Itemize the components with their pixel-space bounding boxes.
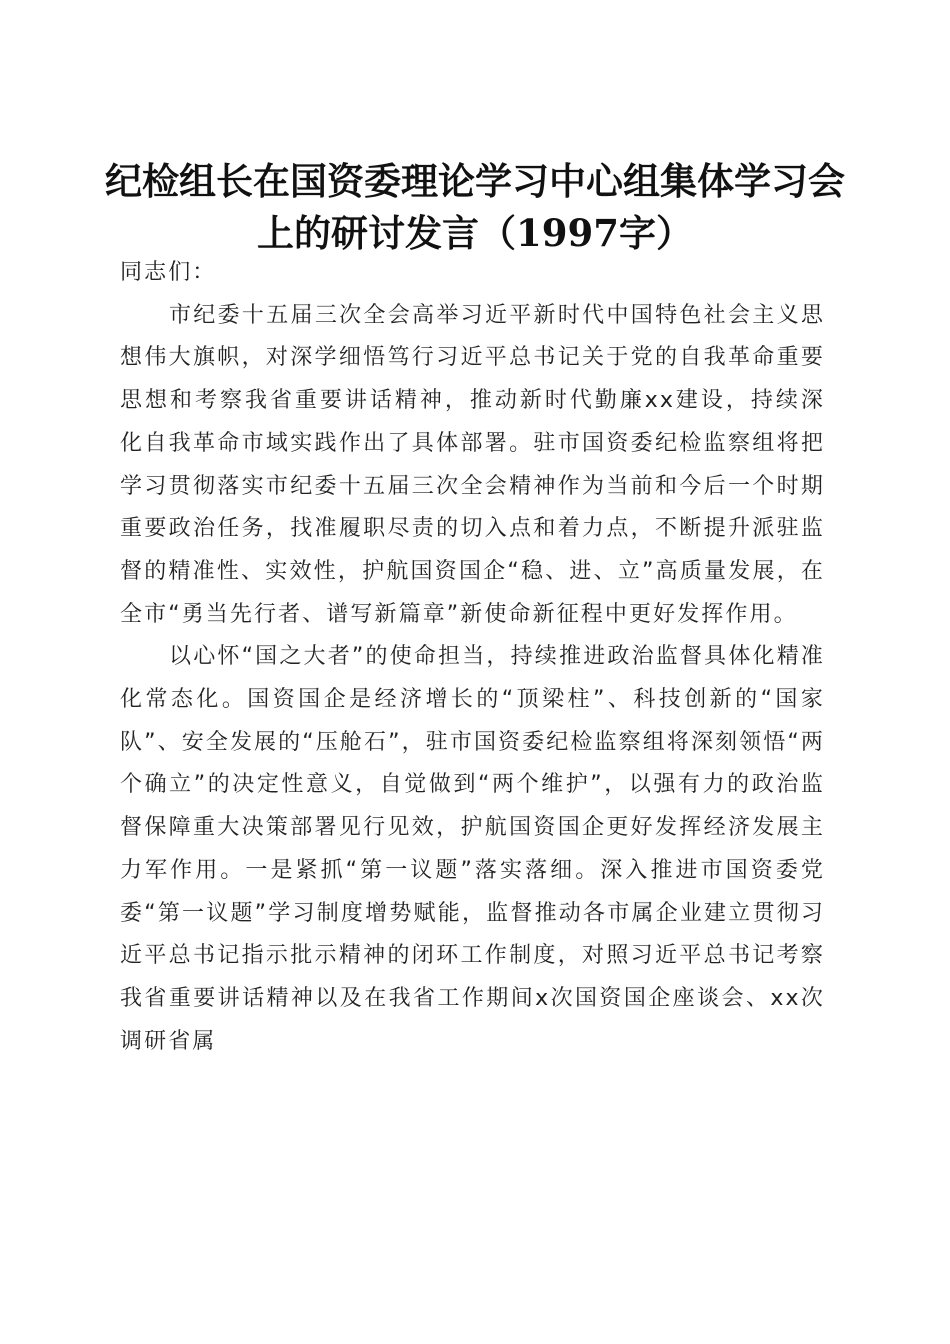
document-body [120,252,825,1063]
salutation: 同志们： [120,260,217,285]
title-line-2: 上的研讨发言（1997字） [257,210,693,255]
title-line-1: 纪检组长在国资委理论学习中心组集体学习会 [105,158,845,203]
paragraph-1: 市纪委十五届三次全会高举习近平新时代中国特色社会主义思想伟大旗帜，对深学细悟笃行习近平总书记关于党的自我革命重要思想和考察我省重要讲话精神，推动新时代勤廉xx建设，持续深化自我革命市域实践作出了具体部署。驻市国资委纪检监察组将把学习贯彻落实市纪委十五届三次全会精神作为当前和今后一个时期重要政治任务，找准履职尽责的切入点和着力点，不断提升派驻监督的精准性、实效性，护航国资国企“稳、进、立”高质量发展，在全市“勇当先行者、谱写新篇章”新使命新征程中更好发挥作用。 [120,302,825,627]
paragraph-2: 以心怀“国之大者”的使命担当，持续推进政治监督具体化精准化常态化。国资国企是经济增长的“顶梁柱”、科技创新的“国家队”、安全发展的“压舱石”，驻市国资委纪检监察组将深刻领悟“两个确立”的决定性意义，自觉做到“两个维护”，以强有力的政治监督保障重大决策部署见行见效，护航国资国企更好发挥经济发展主力军作用。一是紧抓“第一议题”落实落细。深入推进市国资委党委“第一议题”学习制度增势赋能，监督推动各市属企业建立贯彻习近平总书记指示批示精神的闭环工作制度，对照习近平总书记考察我省重要讲话精神以及在我省工作期间x次国资国企座谈会、xx次调研省属 [120,644,825,1054]
document-title [100,155,850,259]
